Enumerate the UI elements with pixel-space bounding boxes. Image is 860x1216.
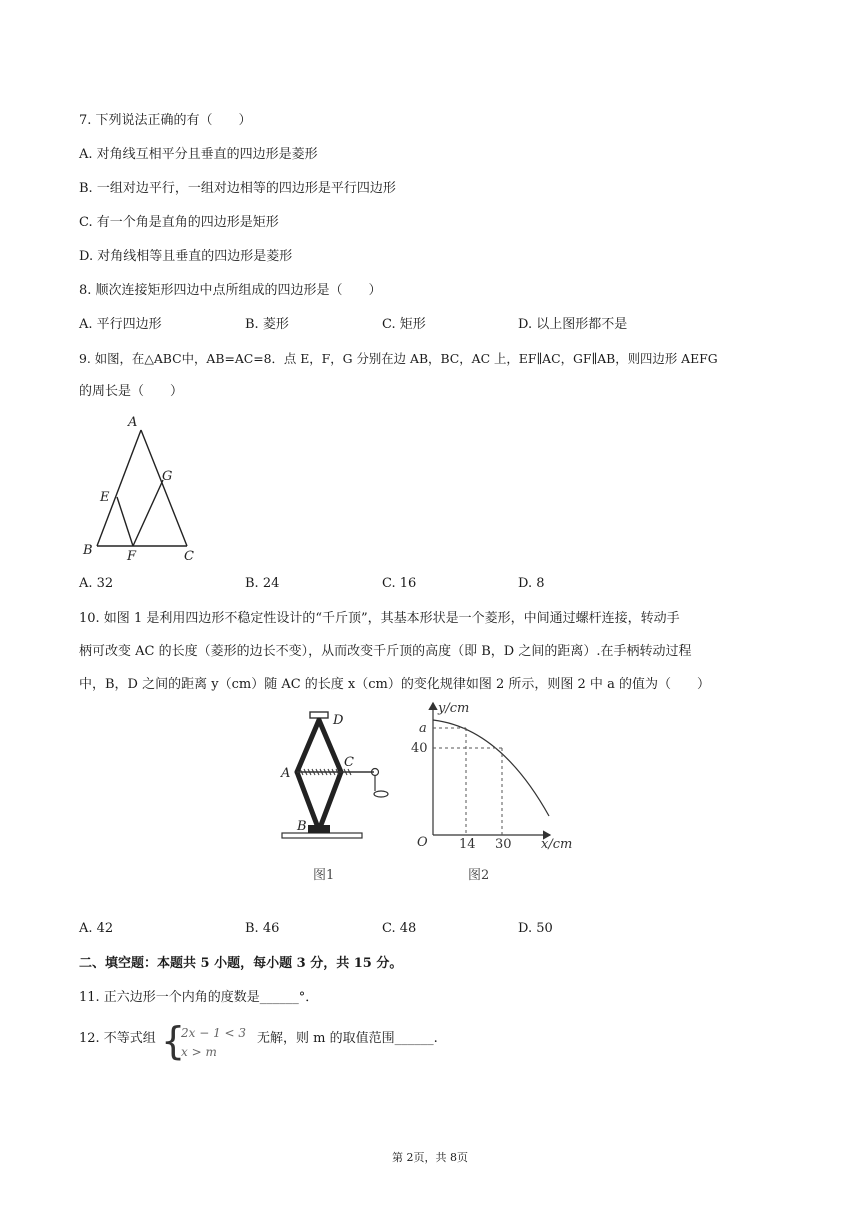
fig2-caption: 图2 xyxy=(468,868,490,883)
q10-option-a: A. 42 xyxy=(79,921,114,936)
brace-icon: { xyxy=(161,1019,186,1063)
q8-option-a: A. 平行四边形 xyxy=(79,317,162,332)
q9-stem-line2: 的周长是（ ） xyxy=(79,384,184,399)
x-tick-14: 14 xyxy=(459,837,476,852)
q7-option-c: C. 有一个角是直角的四边形是矩形 xyxy=(79,215,279,230)
q7-stem: 7. 下列说法正确的有（ ） xyxy=(79,113,252,128)
q10-option-b: B. 46 xyxy=(245,921,280,936)
q9-stem-line1: 9. 如图，在△ABC中，AB=AC=8．点 E，F，G 分别在边 AB，BC，AC 上，EF∥AC，GF∥AB，则四边形 AEFG xyxy=(79,351,718,366)
label-A: A xyxy=(128,415,138,430)
jack-label-A: A xyxy=(281,766,291,781)
q8-option-b: B. 菱形 xyxy=(245,317,289,332)
triangle-figure xyxy=(80,410,210,565)
q9-option-a: A. 32 xyxy=(79,576,114,591)
page-footer: 第 2页，共 8页 xyxy=(392,1151,468,1164)
jack-label-B: B xyxy=(297,819,307,834)
section2-heading: 二、填空题：本题共 5 小题，每小题 3 分，共 15 分。 xyxy=(79,956,403,971)
label-G: G xyxy=(162,469,173,484)
q10-stem-line1: 10. 如图 1 是利用四边形不稳定性设计的“千斤顶”，其基本形状是一个菱形，中间通过螺杆连接，转动手 xyxy=(79,611,680,626)
label-B: B xyxy=(83,543,93,558)
y-tick-40: 40 xyxy=(411,741,428,756)
q10-stem-line2: 柄可改变 AC 的长度（菱形的边长不变），从而改变千斤顶的高度（即 B，D 之间的距离）.在手柄转动过程 xyxy=(79,644,692,659)
q7-option-a: A. 对角线互相平分且垂直的四边形是菱形 xyxy=(79,147,318,162)
jack-label-D: D xyxy=(333,713,344,728)
inequality-2: x > m xyxy=(181,1045,217,1059)
q8-option-d: D. 以上图形都不是 xyxy=(518,317,628,332)
jack-figure xyxy=(270,705,400,890)
inequality-system xyxy=(161,1019,261,1064)
x-axis-label: x/cm xyxy=(541,837,573,852)
y-tick-a: a xyxy=(419,721,427,736)
q12-prefix: 12. 不等式组 xyxy=(79,1031,156,1046)
q9-option-b: B. 24 xyxy=(245,576,280,591)
jack-label-C: C xyxy=(344,755,354,770)
y-axis-label: y/cm xyxy=(438,701,470,716)
label-F: F xyxy=(127,549,137,564)
label-E: E xyxy=(100,490,110,505)
q10-option-d: D. 50 xyxy=(518,921,553,936)
label-C: C xyxy=(184,549,194,564)
q12-suffix: 无解，则 m 的取值范围______. xyxy=(257,1031,438,1046)
q8-stem: 8. 顺次连接矩形四边中点所组成的四边形是（ ） xyxy=(79,283,382,298)
q10-option-c: C. 48 xyxy=(382,921,417,936)
origin-label: O xyxy=(417,835,428,850)
q9-option-d: D. 8 xyxy=(518,576,545,591)
q10-stem-line3: 中，B，D 之间的距离 y（cm）随 AC 的长度 x（cm）的变化规律如图 2 所示，则图 2 中 a 的值为（ ） xyxy=(79,677,710,692)
graph-figure xyxy=(405,698,590,890)
q11-stem: 11. 正六边形一个内角的度数是______°． xyxy=(79,990,319,1005)
inequality-1: 2x − 1 < 3 xyxy=(181,1026,247,1040)
q7-option-b: B. 一组对边平行，一组对边相等的四边形是平行四边形 xyxy=(79,181,396,196)
x-tick-30: 30 xyxy=(495,837,512,852)
fig1-caption: 图1 xyxy=(313,868,335,883)
q8-option-c: C. 矩形 xyxy=(382,317,426,332)
q7-option-d: D. 对角线相等且垂直的四边形是菱形 xyxy=(79,249,293,264)
q9-option-c: C. 16 xyxy=(382,576,417,591)
